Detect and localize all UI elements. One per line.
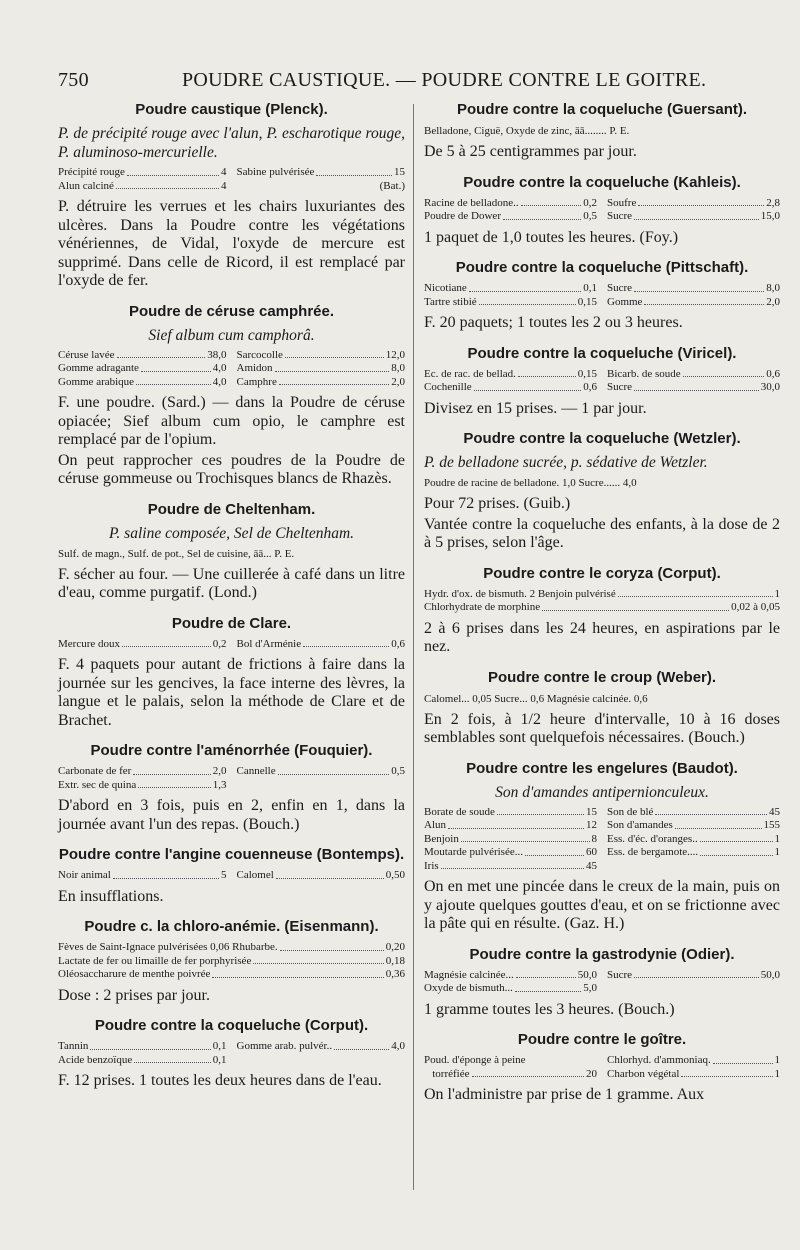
- ingredient: Oxyde de bismuth... 5,0: [424, 982, 597, 994]
- section-title: Poudre caustique (Plenck).: [135, 101, 328, 118]
- section-text: On en met une pincée dans le creux de la main, puis on y ajoute quelques gouttes d'eau, et on se frictionne avec la pâte qui en résulte. (Gaz. H.): [424, 878, 780, 932]
- ingredient: Sucre 15,0: [607, 210, 780, 222]
- section-text: D'abord en 3 fois, puis en 2, enfin en 1, dans la journée avant l'un des repas. (Bouch.): [58, 797, 405, 833]
- section-title: Poudre contre la coqueluche (Corput).: [94, 1017, 369, 1034]
- ingredient: Sucre 8,0: [607, 282, 780, 294]
- ingredient: Sarcocolle 12,0: [236, 348, 405, 361]
- ingredient: Ess. de bergamote.... 1: [607, 846, 780, 858]
- section-title: Poudre de céruse camphrée.: [128, 302, 335, 320]
- ingredient-list: [424, 368, 780, 395]
- section-title: Poudre contre le croup (Weber).: [487, 668, 717, 686]
- ingredient: Magnésie calcinée... 50,0: [424, 968, 597, 981]
- section-text: De 5 à 25 centigrammes par jour.: [424, 143, 637, 160]
- source-note: (Bat.): [379, 179, 405, 192]
- section-title: Poudre contre la coqueluche (Pittschaft).: [455, 259, 749, 276]
- ingredient: Charbon végétal 1: [607, 1067, 780, 1080]
- ingredient-list: [58, 349, 405, 390]
- section-subtitle: P. de belladone sucrée, p. sédative de Wetzler.: [424, 454, 708, 471]
- section-text: 2 à 6 prises dans les 24 heures, en aspirations par le nez.: [424, 619, 780, 655]
- section-title: Poudre contre la coqueluche (Viricel).: [467, 344, 737, 362]
- ingredient: Carbonate de fer 2,0: [58, 765, 227, 777]
- ingredient-line: Calomel... 0,05 Sucre... 0,6 Magnésie calcinée. 0,6: [424, 692, 648, 705]
- ingredient: Calomel 0,50: [236, 869, 405, 881]
- section-title: Poudre contre la coqueluche (Kahleis).: [463, 173, 741, 191]
- ingredient: Tartre stibié 0,15: [424, 295, 597, 308]
- ingredient: Lactate de fer ou limaille de fer porphyrisée 0,18: [58, 954, 405, 967]
- ingredient: Bol d'Arménie 0,6: [236, 637, 405, 650]
- ingredient: Gomme 2,0: [607, 295, 780, 308]
- ingredient-list: [58, 765, 405, 792]
- ingredient: Cochenille 0,6: [424, 381, 597, 393]
- ingredient: Fèves de Saint-Ignace pulvérisées 0,06 Rhubarbe. 0,20: [58, 941, 405, 953]
- column-divider: [413, 104, 414, 1190]
- ingredient: Son de blé 45: [607, 805, 780, 818]
- section-text: 1 gramme toutes les 3 heures. (Bouch.): [424, 1000, 675, 1018]
- ingredient-line: Sulf. de magn., Sulf. de pot., Sel de cuisine, āā... P. E.: [58, 547, 295, 560]
- ingredient: Alun 12: [424, 819, 597, 831]
- ingredient: Benjoin 8: [424, 832, 597, 845]
- section-text: P. détruire les verrues et les chairs luxuriantes des ulcères. Dans la Poudre contre les végétations vénériennes, de Vidal, l'oxyde de mercure est supprimé. Dans celle de Ricord, il est remplacé par l'oxyde de fer.: [58, 198, 405, 289]
- ingredient: Sucre 30,0: [607, 381, 780, 393]
- running-title: POUDRE CAUSTIQUE. — POUDRE CONTRE LE GOITRE.: [182, 69, 707, 91]
- ingredient: Gomme arab. pulvér.. 4,0: [236, 1040, 405, 1052]
- section-title: Poudre c. la chloro-anémie. (Eisenmann).: [84, 918, 379, 935]
- ingredient: Moutarde pulvérisée... 60: [424, 846, 597, 858]
- ingredient: Iris 45: [424, 859, 597, 872]
- ingredient: Racine de belladone.. 0,2: [424, 196, 597, 209]
- section-title: Poudre contre les engelures (Baudot).: [466, 759, 738, 777]
- left-column: [58, 101, 405, 1093]
- section-title: Poudre contre la coqueluche (Guersant).: [456, 101, 748, 118]
- ingredient-line: Belladone, Ciguë, Oxyde de zinc, āā........ P. E.: [424, 125, 630, 137]
- section-title: Poudre contre la coqueluche (Wetzler).: [463, 430, 741, 447]
- ingredient: Acide benzoïque 0,1: [58, 1053, 227, 1066]
- section-text: On l'administre par prise de 1 gramme. Aux: [424, 1086, 705, 1103]
- ingredient: Borate de soude 15: [424, 805, 597, 818]
- ingredient-list: [58, 638, 405, 652]
- ingredient: Sucre 50,0: [607, 968, 780, 981]
- section-title: Poudre contre l'angine couenneuse (Bontemps).: [58, 846, 405, 863]
- ingredient: Nicotiane 0,1: [424, 282, 597, 294]
- ingredient: Soufre 2,8: [607, 196, 780, 209]
- ingredient-list: [424, 1054, 780, 1081]
- section-text: F. 4 paquets pour autant de frictions à faire dans la journée sur les gencives, la face interne des lèvres, la langue et le palais, selon la méthode de Clare et de Brachet.: [58, 656, 405, 729]
- ingredient: Ec. de rac. de bellad. 0,15: [424, 367, 597, 380]
- ingredient: Hydr. d'ox. de bismuth. 2 Benjoin pulvérisé 1: [424, 587, 780, 600]
- ingredient: Camphre 2,0: [236, 375, 405, 388]
- section-text: Dose : 2 prises par jour.: [58, 986, 210, 1004]
- ingredient: Mercure doux 0,2: [58, 637, 227, 650]
- ingredient: Chlorhydrate de morphine 0,02 à 0,05: [424, 601, 780, 613]
- ingredient-list: [58, 869, 405, 883]
- section-text: F. sécher au four. — Une cuillerée à café dans un litre d'eau, comme purgatif. (Lond.): [58, 565, 405, 601]
- section-title: Poudre de Cheltenham.: [147, 500, 316, 518]
- section-text: F. 20 paquets; 1 toutes les 2 ou 3 heures.: [424, 314, 683, 331]
- ingredient: Gomme adragante 4,0: [58, 362, 227, 374]
- ingredient-list: [58, 941, 405, 982]
- ingredient: Son d'amandes 155: [607, 819, 780, 831]
- ingredient: Tannin 0,1: [58, 1040, 227, 1052]
- ingredient-list: [424, 969, 780, 996]
- ingredient: Chlorhyd. d'ammoniaq. 1: [607, 1054, 780, 1066]
- ingredient: Ess. d'éc. d'oranges.. 1: [607, 832, 780, 845]
- page-number: 750: [58, 69, 89, 91]
- section-text: 1 paquet de 1,0 toutes les heures. (Foy.): [424, 228, 679, 246]
- ingredient-list: [58, 1040, 405, 1067]
- ingredient: Alun calciné 4: [58, 179, 227, 192]
- section-subtitle: Son d'amandes antipernionculeux.: [495, 783, 709, 801]
- section-text: Divisez en 15 prises. — 1 par jour.: [424, 399, 647, 417]
- section-title: Poudre de Clare.: [171, 614, 292, 632]
- ingredient-list: [424, 282, 780, 309]
- ingredient-list: [424, 197, 780, 224]
- section-subtitle: P. de précipité rouge avec l'alun, P. escharotique rouge, P. aluminoso-mercurielle.: [58, 125, 405, 161]
- ingredient-list: [58, 166, 405, 193]
- section-text: F. 12 prises. 1 toutes les deux heures dans de l'eau.: [58, 1072, 382, 1089]
- ingredient-list: [424, 588, 780, 615]
- section-text: Vantée contre la coqueluche des enfants, à la dose de 2 à 5 prises, selon l'âge.: [424, 515, 780, 551]
- ingredient: Sabine pulvérisée 15: [236, 166, 405, 178]
- section-title: Poudre contre le coryza (Corput).: [483, 564, 721, 582]
- ingredient: Noir animal 5: [58, 869, 227, 881]
- ingredient: Bicarb. de soude 0,6: [607, 367, 780, 380]
- section-subtitle: P. saline composée, Sel de Cheltenham.: [108, 524, 355, 542]
- section-text: Pour 72 prises. (Guib.): [424, 495, 571, 512]
- ingredient-line: Poudre de racine de belladone. 1,0 Sucre...... 4,0: [424, 477, 637, 489]
- ingredient: Amidon 8,0: [236, 362, 405, 374]
- ingredient: Précipité rouge 4: [58, 166, 227, 178]
- section-text: En 2 fois, à 1/2 heure d'intervalle, 10 à 16 doses semblables sont quelquefois nécessaires. (Bouch.): [424, 710, 780, 746]
- ingredient-list: [424, 806, 780, 874]
- ingredient: Cannelle 0,5: [236, 765, 405, 777]
- section-subtitle: Sief album cum camphorâ.: [148, 326, 315, 344]
- running-head: [58, 69, 778, 92]
- ingredient: Gomme arabique 4,0: [58, 375, 227, 388]
- section-title: Poudre contre l'aménorrhée (Fouquier).: [90, 742, 373, 759]
- section-title: Poudre contre le goître.: [517, 1031, 687, 1048]
- ingredient: Céruse lavée 38,0: [58, 348, 227, 361]
- ingredient: Extr. sec de quina 1,3: [58, 778, 227, 791]
- ingredient: Poud. d'éponge à peine: [424, 1054, 526, 1066]
- section-text: En insufflations.: [58, 887, 164, 905]
- ingredient: Poudre de Dower 0,5: [424, 210, 597, 222]
- ingredient: torréfiée 20: [424, 1067, 597, 1080]
- section-text: F. une poudre. (Sard.) — dans la Poudre de céruse opiacée; Sief album cum opio, le camphre est remplacé par de l'opium.: [58, 394, 405, 448]
- right-column: [424, 101, 780, 1107]
- section-text: On peut rapprocher ces poudres de la Poudre de céruse gommeuse ou Trochisques blancs de Rhazès.: [58, 451, 405, 487]
- section-title: Poudre contre la gastrodynie (Odier).: [469, 945, 735, 963]
- ingredient: Oléosaccharure de menthe poivrée 0,36: [58, 968, 405, 980]
